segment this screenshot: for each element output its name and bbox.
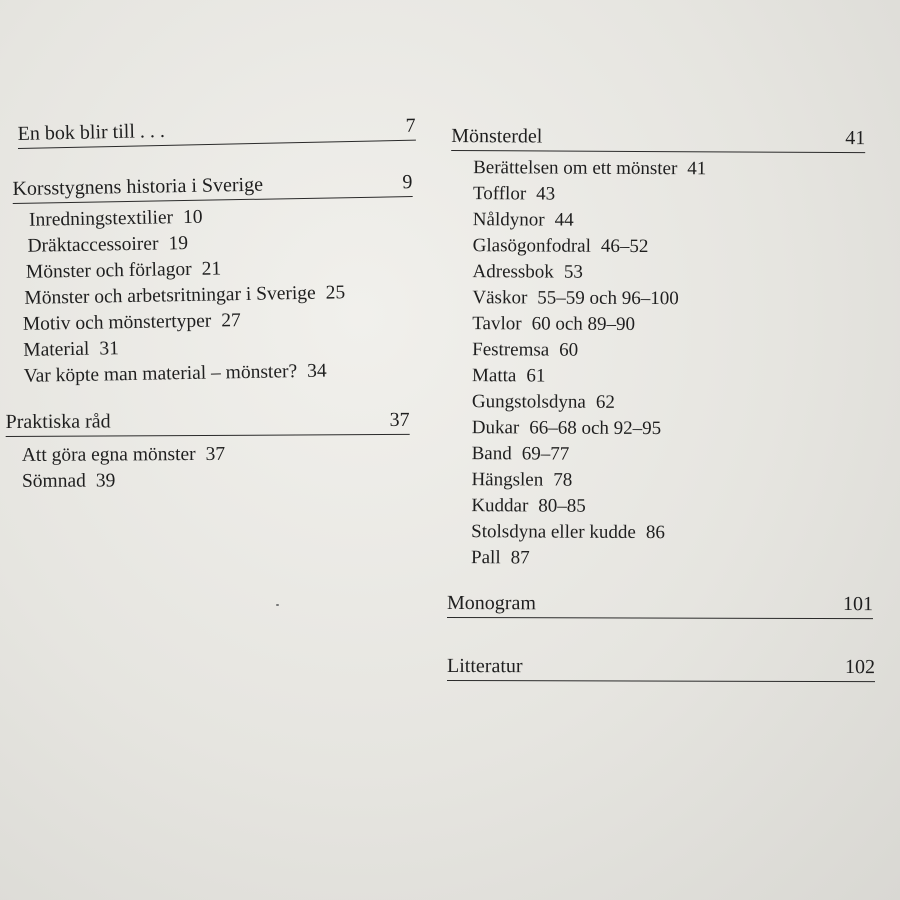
toc-item — [471, 519, 863, 547]
toc-item — [472, 311, 864, 339]
toc-item — [473, 155, 865, 183]
item-page-number: 31 — [99, 338, 120, 360]
item-label: Inredningstextilier — [28, 207, 174, 231]
item-label: Tavlor — [472, 313, 522, 335]
toc-section-praktiska-rad — [6, 408, 410, 495]
section-page-number: 37 — [389, 408, 410, 431]
toc-item — [472, 285, 864, 313]
item-label: Tofflor — [472, 183, 527, 205]
toc-section-en-bok-blir-till — [17, 114, 415, 149]
item-page-number: 27 — [221, 310, 241, 332]
item-label: Stolsdyna eller kudde — [471, 521, 636, 543]
toc-item — [472, 363, 864, 391]
item-page-number: 61 — [526, 365, 546, 387]
section-heading — [17, 114, 415, 149]
item-label: Nåldynor — [472, 209, 545, 231]
item-page-number: 55–59 och 96–100 — [537, 287, 679, 310]
section-heading — [447, 654, 875, 682]
item-page-number: 69–77 — [521, 443, 570, 465]
section-heading — [447, 591, 873, 619]
section-heading — [6, 408, 410, 437]
item-page-number: 60 — [559, 339, 579, 361]
item-label: Band — [471, 443, 512, 465]
item-page-number: 53 — [563, 261, 583, 283]
section-title: Mönsterdel — [451, 125, 543, 148]
item-label: Gungstolsdyna — [471, 391, 586, 413]
item-label: Sömnad — [21, 470, 86, 492]
section-heading — [451, 124, 865, 153]
item-label: Glasögonfodral — [472, 235, 591, 257]
item-page-number: 43 — [536, 183, 556, 205]
section-title: Praktiska råd — [5, 410, 111, 434]
toc-item — [471, 467, 863, 495]
section-page-number: 102 — [845, 656, 876, 679]
item-page-number: 41 — [687, 158, 707, 180]
toc-item — [471, 545, 863, 573]
item-label: Pall — [471, 547, 501, 569]
section-page-number: 9 — [402, 171, 413, 194]
item-label: Material — [23, 338, 90, 361]
item-label: Kuddar — [471, 495, 529, 517]
section-title: Monogram — [447, 592, 536, 615]
toc-right-column — [447, 124, 875, 681]
item-page-number: 80–85 — [538, 495, 586, 517]
section-page-number: 41 — [845, 127, 866, 150]
item-label: Var köpte man material – mönster? — [23, 361, 298, 387]
toc-section-monogram — [447, 591, 873, 619]
section-title: Korsstygnens historia i Sverige — [12, 173, 264, 201]
toc-section-korsstygnens-historia — [12, 170, 416, 390]
toc-item — [472, 389, 864, 417]
item-page-number: 66–68 och 92–95 — [529, 417, 662, 440]
section-items — [22, 441, 410, 495]
toc-item — [473, 181, 865, 209]
item-page-number: 60 och 89–90 — [531, 313, 636, 335]
item-page-number: 46–52 — [600, 235, 649, 258]
section-page-number: 7 — [405, 114, 416, 137]
toc-item — [472, 441, 864, 469]
toc-item — [472, 337, 864, 365]
paper-speck — [276, 604, 279, 606]
item-label: Hängslen — [471, 469, 544, 491]
toc-section-monsterdel — [449, 124, 865, 573]
section-page-number: 101 — [843, 593, 874, 616]
toc-item — [22, 467, 410, 495]
item-label: Mönster och förlagor — [25, 258, 192, 283]
item-page-number: 87 — [510, 547, 530, 569]
item-label: Motiv och mönstertyper — [22, 310, 212, 335]
item-label: Väskor — [472, 287, 528, 309]
item-page-number: 21 — [201, 258, 222, 280]
section-items — [471, 155, 865, 573]
toc-item — [22, 441, 410, 469]
item-page-number: 19 — [168, 232, 189, 255]
item-label: Mönster och arbetsritningar i Sverige — [24, 282, 316, 309]
section-title: Litteratur — [447, 655, 523, 678]
item-page-number: 39 — [95, 470, 116, 492]
item-page-number: 37 — [205, 443, 226, 465]
item-page-number: 78 — [553, 469, 573, 491]
toc-item — [471, 493, 863, 521]
item-page-number: 44 — [554, 209, 574, 231]
item-page-number: 34 — [306, 360, 327, 382]
section-heading — [12, 170, 412, 204]
toc-item — [472, 415, 864, 443]
item-label: Att göra egna mönster — [21, 444, 196, 466]
toc-left-column — [5, 114, 416, 495]
toc-section-litteratur — [447, 654, 875, 682]
section-items — [22, 201, 416, 390]
item-page-number: 86 — [645, 522, 665, 544]
item-label: Dukar — [471, 417, 520, 439]
item-page-number: 62 — [595, 391, 615, 413]
item-page-number: 25 — [325, 282, 346, 304]
toc-item — [472, 259, 864, 287]
item-label: Adressbok — [472, 261, 554, 283]
item-page-number: 10 — [182, 206, 203, 229]
toc-item — [473, 207, 865, 235]
toc-item — [24, 357, 416, 390]
toc-item — [473, 233, 865, 261]
item-label: Festremsa — [472, 339, 550, 361]
item-label: Matta — [471, 365, 517, 387]
item-label: Berättelsen om ett mönster — [473, 157, 678, 180]
section-title: En bok blir till . . . — [17, 119, 166, 146]
item-label: Dräktaccessoirer — [27, 233, 159, 257]
